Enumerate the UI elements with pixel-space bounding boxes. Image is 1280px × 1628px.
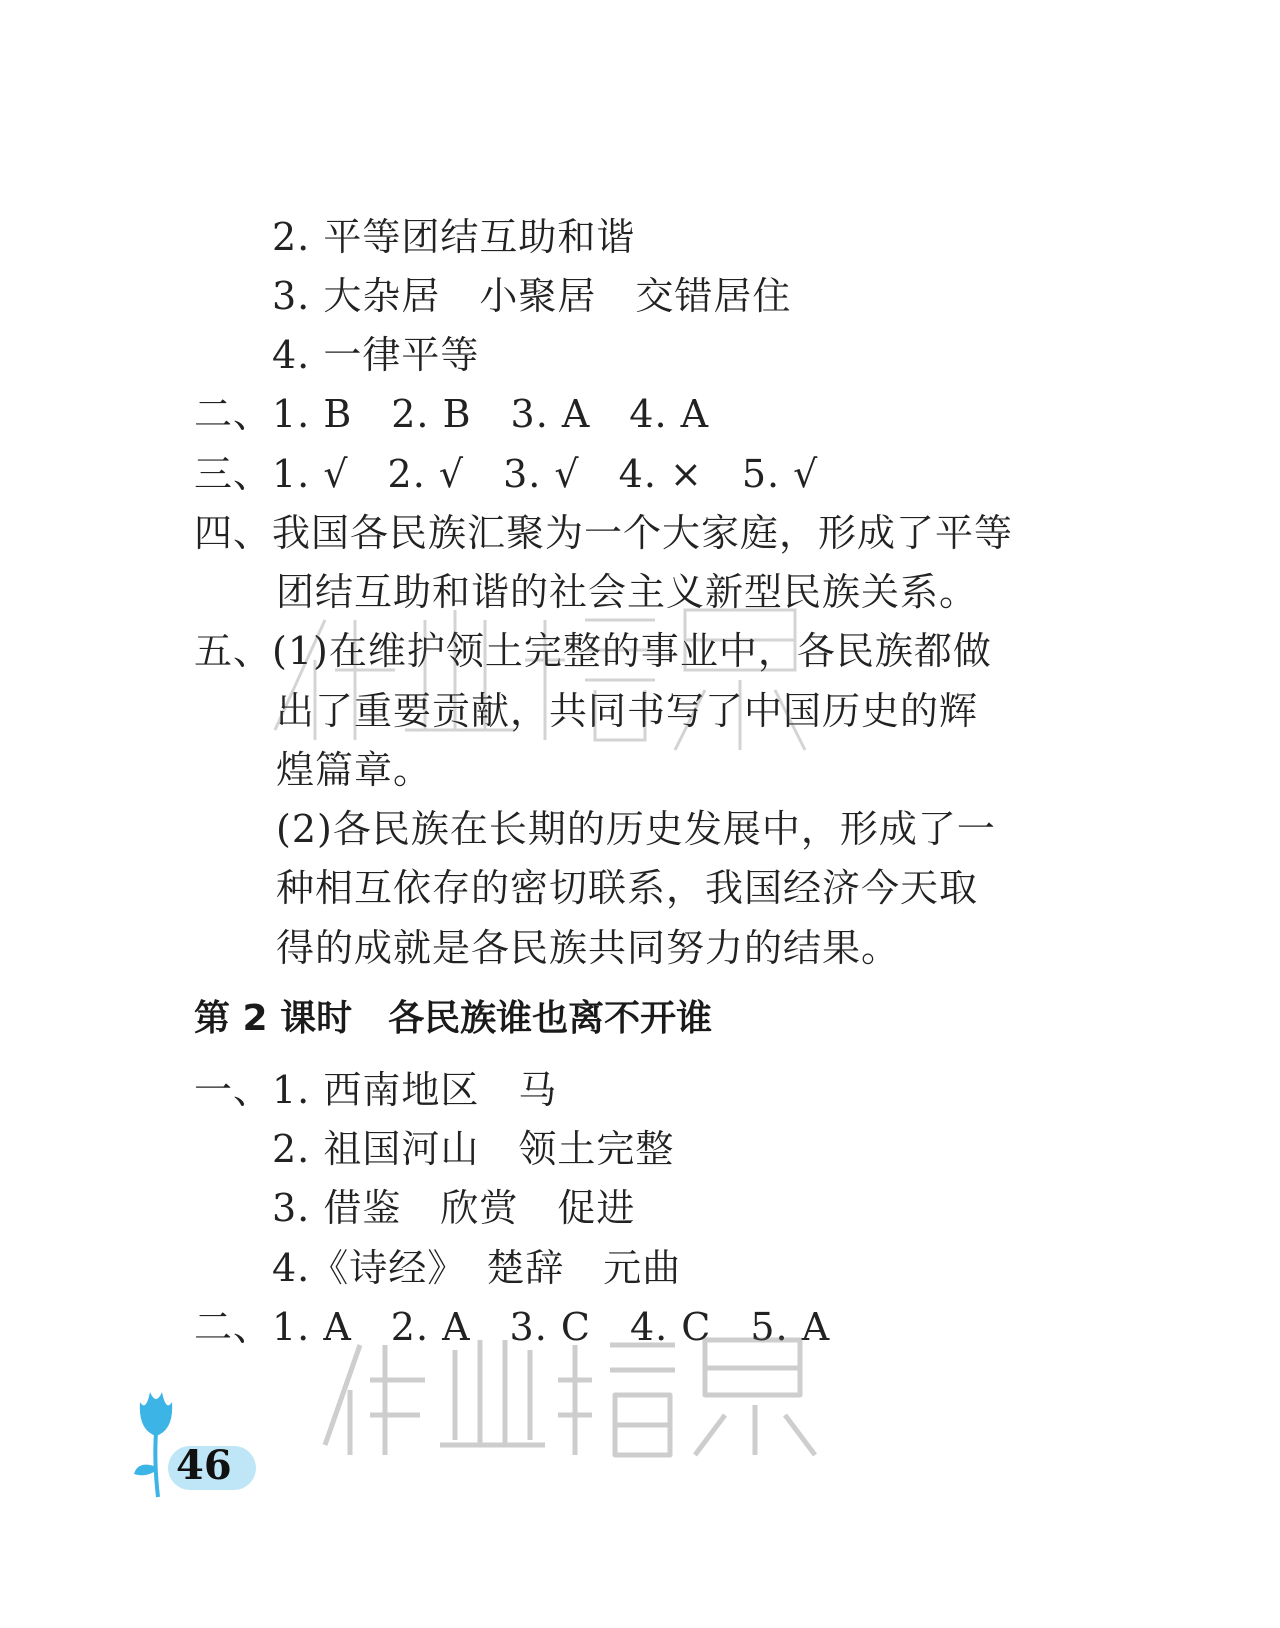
answer-line: 2. 祖国河山 领土完整 xyxy=(272,1127,675,1171)
answer-line: 二、1. B 2. B 3. A 4. A xyxy=(194,392,710,436)
answer-line: 4. 一律平等 xyxy=(272,333,480,377)
answer-line: 3. 大杂居 小聚居 交错居住 xyxy=(272,274,792,318)
page-number: 46 xyxy=(176,1442,232,1489)
answer-line: 得的成就是各民族共同努力的结果。 xyxy=(276,926,901,970)
answer-line: 三、1. √ 2. √ 3. √ 4. × 5. √ xyxy=(194,452,819,496)
page-number-badge xyxy=(128,1382,258,1502)
answer-line: 出了重要贡献，共同书写了中国历史的辉 xyxy=(276,689,979,733)
answer-line: (2)各民族在长期的历史发展中，形成了一 xyxy=(276,807,996,851)
answer-line: 二、1. A 2. A 3. C 4. C 5. A xyxy=(194,1305,831,1349)
answer-line: 五、(1)在维护领土完整的事业中，各民族都做 xyxy=(194,629,992,673)
answer-line: 3. 借鉴 欣赏 促进 xyxy=(272,1186,636,1230)
answer-line: 四、我国各民族汇聚为一个大家庭，形成了平等 xyxy=(194,511,1014,555)
answer-line: 煌篇章。 xyxy=(276,748,433,792)
answer-line: 团结互助和谐的社会主义新型民族关系。 xyxy=(276,570,979,614)
answer-line: 种相互依存的密切联系，我国经济今天取 xyxy=(276,866,979,910)
answer-line: 4.《诗经》 楚辞 元曲 xyxy=(272,1246,682,1290)
section-heading: 第 2 课时 各民族谁也离不开谁 xyxy=(194,998,713,1039)
answer-line: 2. 平等团结互助和谐 xyxy=(272,215,636,259)
answer-line: 一、1. 西南地区 马 xyxy=(194,1068,558,1112)
